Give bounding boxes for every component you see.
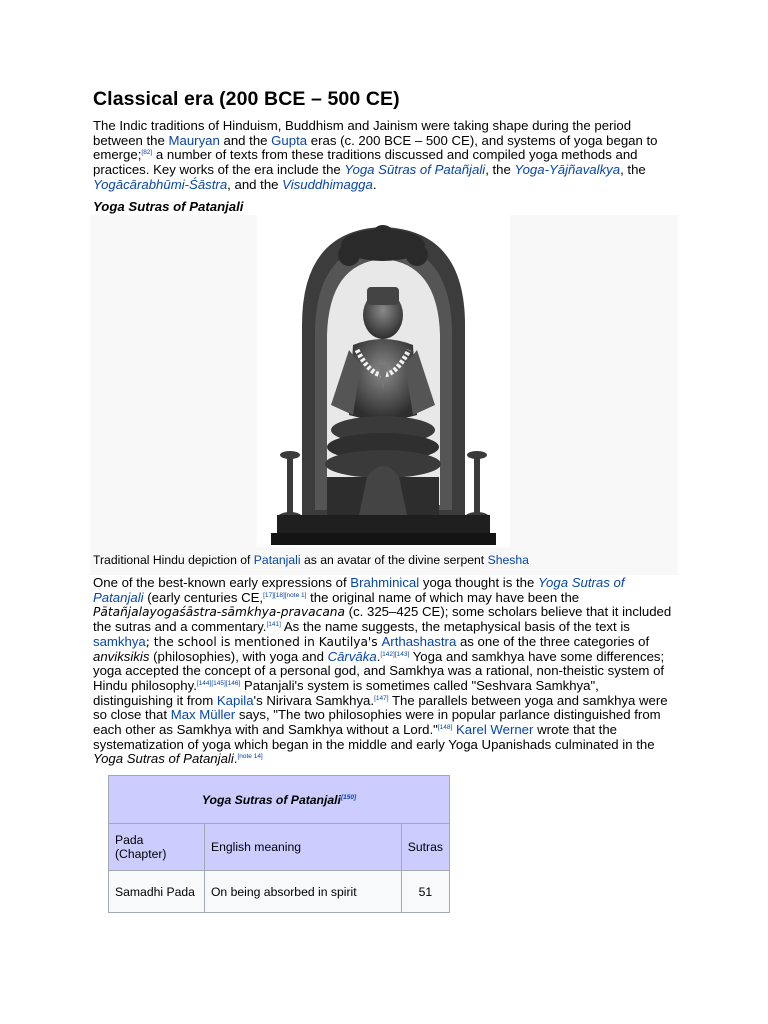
cell-meaning: On being absorbed in spirit <box>204 871 401 913</box>
body-paragraph: One of the best-known early expressions of Brahminical yoga thought is the Yoga Sutras of Patanjali (early centuries CE,[17][18][note 1] the original name of which may have been the Pātañjalayogaśāstra-sāmkhya-pravacana (c. 325–425 CE); some scholars believe that it included the sutras and a commentary.[141] As the name suggests, the metaphysical basis of the text is samkhya; the school is mentioned in Kautilya's Arthashastra as one of the three categories of anviksikis (philosophies), with yoga and Cārvāka.[142][143] Yoga and samkhya have some differences; yoga accepted the concept of a personal god, and Samkhya was a rational, non-theistic system of Hindu philosophy.[144][145][146] Patanjali's system is sometimes called "Seshvara Samkhya", distinguishing it from Kapila's Nirivara Samkhya.[147] The parallels between yoga and samkhya were so close that Max Müller says, "The two philosophies were in popular parlance distinguished from each other as Samkhya with and Samkhya without a Lord."[148] Karel Werner wrote that the systematization of yoga which began in the middle and early Yoga Upanishads culminated in the Yoga Sutras of Patanjali.[note 14] <box>93 575 672 767</box>
link-brahminical[interactable]: Brahminical <box>350 575 420 590</box>
ref-145[interactable]: [145] <box>211 679 226 687</box>
ref-82[interactable]: [82] <box>141 149 153 157</box>
statue-drawing <box>257 215 510 547</box>
ref-note-1[interactable]: [note 1] <box>284 591 307 599</box>
ref-141[interactable]: [141] <box>266 621 281 629</box>
sanskrit-title: Pātañjalayogaśāstra-sāmkhya-pravacana <box>93 605 346 620</box>
link-mauryan[interactable]: Mauryan <box>168 132 220 148</box>
link-patanjali[interactable]: Patanjali <box>253 553 301 567</box>
header-meaning: English meaning <box>204 824 401 871</box>
cell-pada: Samadhi Pada <box>109 871 205 913</box>
patanjali-statue-image[interactable] <box>257 215 510 547</box>
link-gupta[interactable]: Gupta <box>271 132 308 148</box>
subheading: Yoga Sutras of Patanjali <box>93 199 244 214</box>
cell-sutras: 51 <box>401 871 449 913</box>
link-max-muller[interactable]: Max Müller <box>170 707 236 723</box>
link-arthashastra[interactable]: Arthashastra <box>381 633 457 649</box>
intro-paragraph: The Indic traditions of Hinduism, Buddhism and Jainism were taking shape during the period between the Mauryan and the Gupta eras (c. 200 BCE – 500 CE), and systems of yoga began to emerge;[82] a number of texts from these traditions discussed and compiled yoga methods and practices. Key works of the era include the Yoga Sūtras of Patañjali, the Yoga-Yājñavalkya, the Yogācārabhūmi-Śāstra, and the Visuddhimagga. <box>93 118 658 192</box>
anviksikis-term: anviksikis <box>93 648 150 664</box>
ref-147[interactable]: [147] <box>374 694 389 702</box>
link-yoga-sutras-patanjali[interactable]: Yoga Sūtras of Patañjali <box>344 162 486 178</box>
link-carvaka[interactable]: Cārvāka <box>327 648 377 664</box>
table-header-row <box>109 824 450 871</box>
link-kapila[interactable]: Kapila <box>216 692 254 708</box>
ref-148[interactable]: [148] <box>437 724 453 732</box>
link-shesha[interactable]: Shesha <box>487 553 529 567</box>
figure <box>90 215 678 575</box>
ref-18[interactable]: [18] <box>273 591 285 599</box>
link-yogacarabhumi-sastra[interactable]: Yogācārabhūmi-Śāstra <box>93 176 228 192</box>
link-visuddhimagga[interactable]: Visuddhimagga <box>282 176 373 192</box>
link-samkhya[interactable]: samkhya <box>93 633 146 649</box>
header-pada: Pada (Chapter) <box>109 824 205 871</box>
ref-note-14[interactable]: [note 14] <box>237 753 263 761</box>
ref-143[interactable]: [143] <box>394 650 410 658</box>
section-title: Classical era (200 BCE – 500 CE) <box>93 88 400 110</box>
link-karel-werner[interactable]: Karel Werner <box>455 722 534 738</box>
yoga-sutras-title: Yoga Sutras of Patanjali <box>93 751 234 767</box>
ref-142[interactable]: [142] <box>380 650 395 658</box>
ref-17[interactable]: [17] <box>263 591 274 599</box>
figure-caption: Traditional Hindu depiction of Patanjali as an avatar of the divine serpent Shesha <box>93 553 529 567</box>
ref-144[interactable]: [144] <box>196 679 212 687</box>
link-yoga-yajnavalkya[interactable]: Yoga-Yājñavalkya <box>514 162 621 178</box>
link-yoga-sutras[interactable]: Yoga Sutras of Patanjali <box>93 575 625 605</box>
table-row <box>109 871 450 913</box>
ref-146[interactable]: [146] <box>225 679 241 687</box>
ref-150[interactable]: [150] <box>340 793 357 801</box>
table-caption: Yoga Sutras of Patanjali[150] <box>109 776 450 824</box>
header-sutras: Sutras <box>401 824 449 871</box>
yoga-sutras-table <box>108 775 450 913</box>
